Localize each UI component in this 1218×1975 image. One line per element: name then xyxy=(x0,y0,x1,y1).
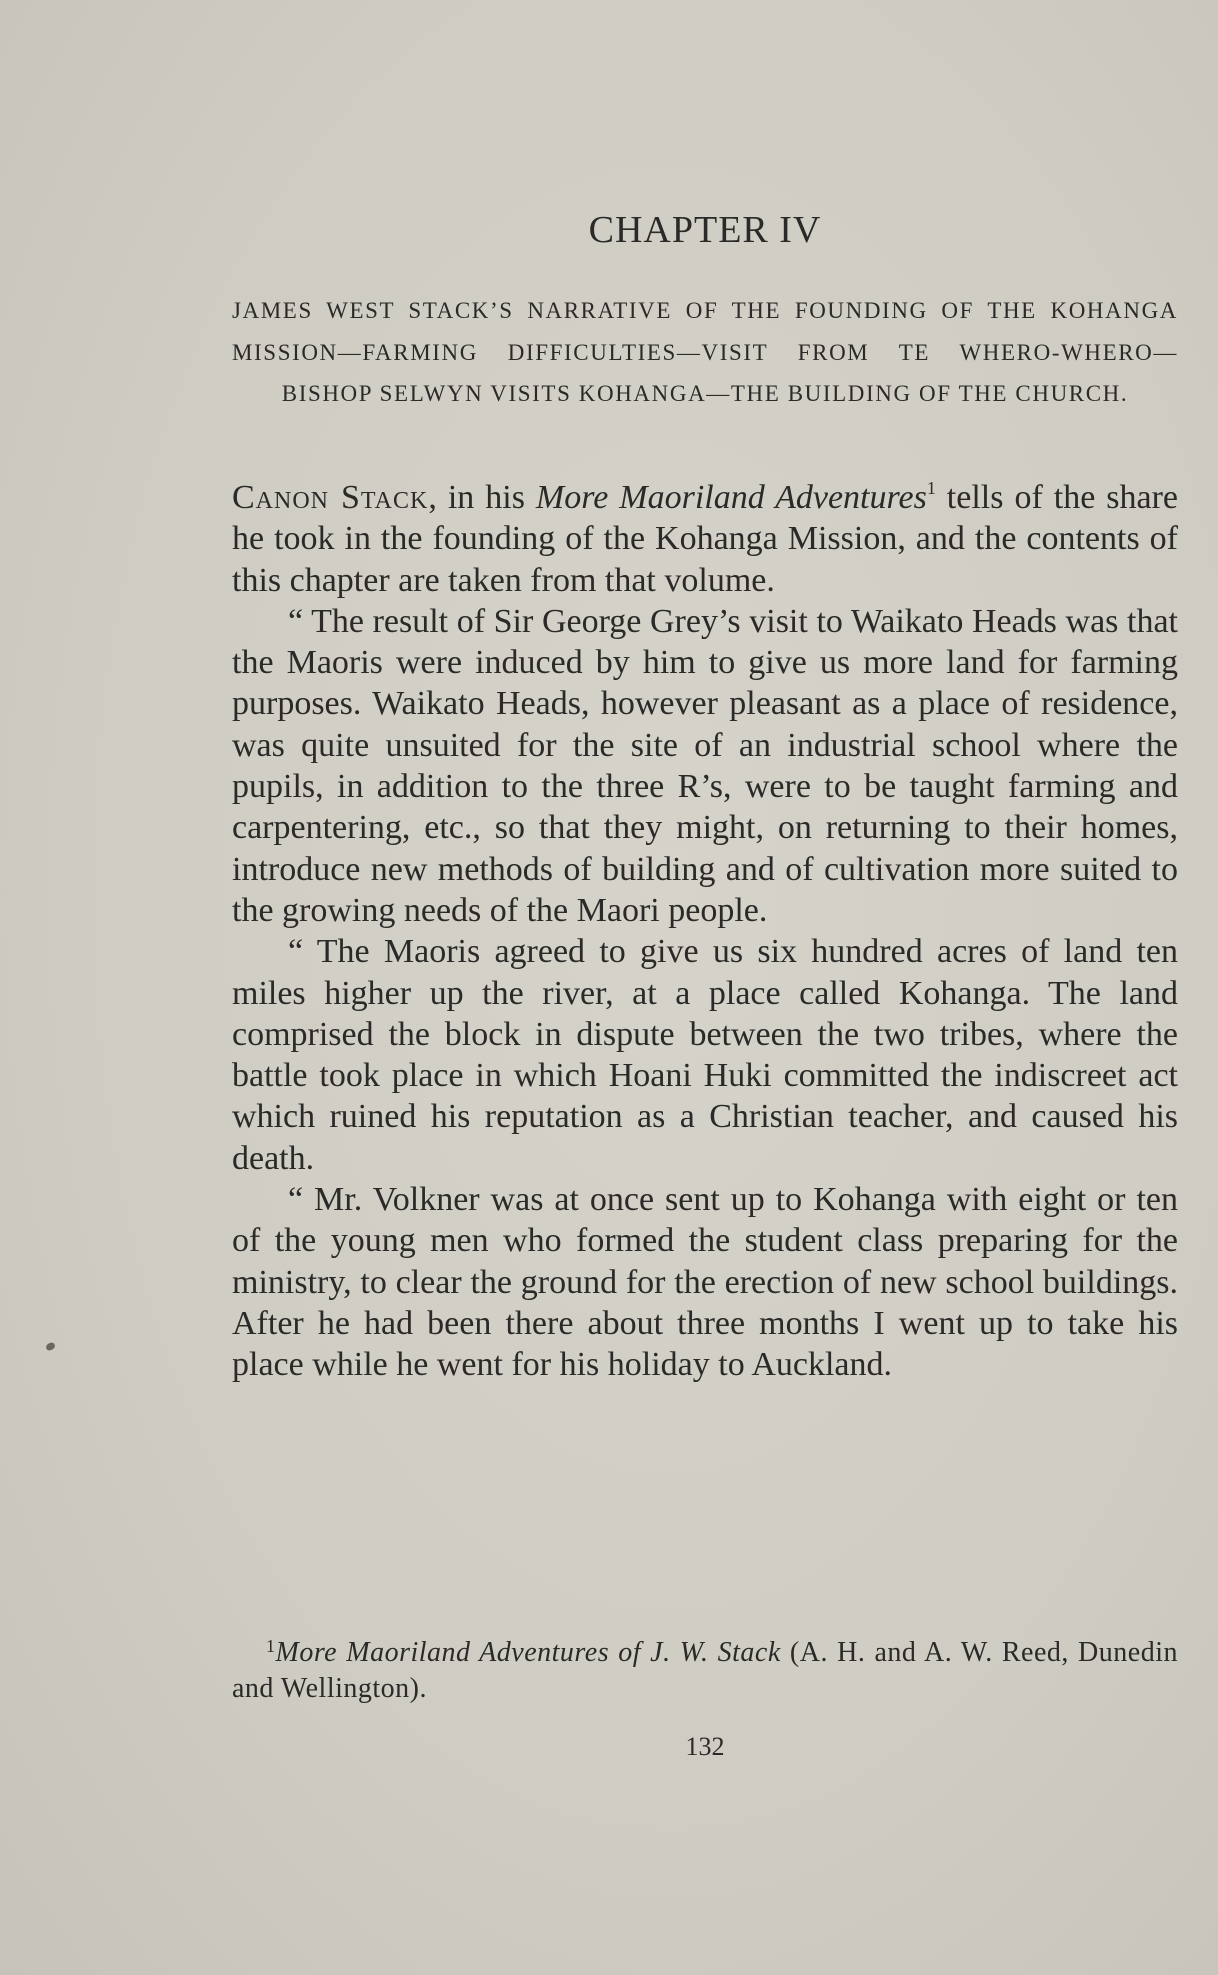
chapter-title: CHAPTER IV xyxy=(588,209,822,251)
book-title: More Maoriland Adventures xyxy=(535,479,927,516)
paragraph-text: , in his xyxy=(428,479,536,516)
footnote-text: (A. H. and A. W. Reed, Dunedin and Wellington). xyxy=(232,1637,1178,1704)
paper-speck xyxy=(45,1342,56,1352)
paragraph-1 xyxy=(232,477,1178,601)
body-text xyxy=(232,477,1178,1386)
footnote-reference: 1 xyxy=(926,478,936,498)
page-number: 132 xyxy=(685,1732,725,1761)
footnote-book-title: More Maoriland Adventures of J. W. Stack xyxy=(275,1637,781,1668)
paragraph-4: “ Mr. Volkner was at once sent up to Kohanga with eight or ten of the young men who formed the student class preparing for the ministry, to clear the ground for the erection of new school buildings. After he had been there about three months I went up to take his place while he went for his holiday to Auckland. xyxy=(232,1181,1178,1384)
chapter-summary: JAMES WEST STACK’S NARRATIVE OF THE FOUNDING OF THE KOHANGA MISSION—FARMING DIFFICULTIES—VISIT FROM TE WHERO-WHERO—BISHOP SELWYN VISITS KOHANGA—THE BUILDING OF THE CHURCH. xyxy=(232,298,1178,406)
footnote xyxy=(232,1635,1178,1707)
paragraph-2: “ The result of Sir George Grey’s visit to Waikato Heads was that the Maoris were induced by him to give us more land for farming purposes. Waikato Heads, however pleasant as a place of residence, was quite unsuited for the site of an industrial school where the pupils, in addition to the three R’s, were to be taught farming and carpentering, etc., so that they might, on returning to their homes, introduce new methods of building and of cultivation more suited to the growing needs of the Maori people. xyxy=(232,602,1178,929)
paragraph-3: “ The Maoris agreed to give us six hundred acres of land ten miles higher up the river, at a place called Kohanga. The land comprised the block in dispute between the two tribes, where the battle took place in which Hoani Huki committed the indiscreet act which ruined his reputation as a Christian teacher, and caused his death. xyxy=(232,933,1178,1177)
paragraph-text: tells of the share he took in the founding of the Kohanga Mission, and the contents of this chapter are taken from that volume. xyxy=(232,479,1179,599)
footnote-mark: 1 xyxy=(266,1636,276,1656)
author-name: Canon Stack xyxy=(232,479,429,516)
